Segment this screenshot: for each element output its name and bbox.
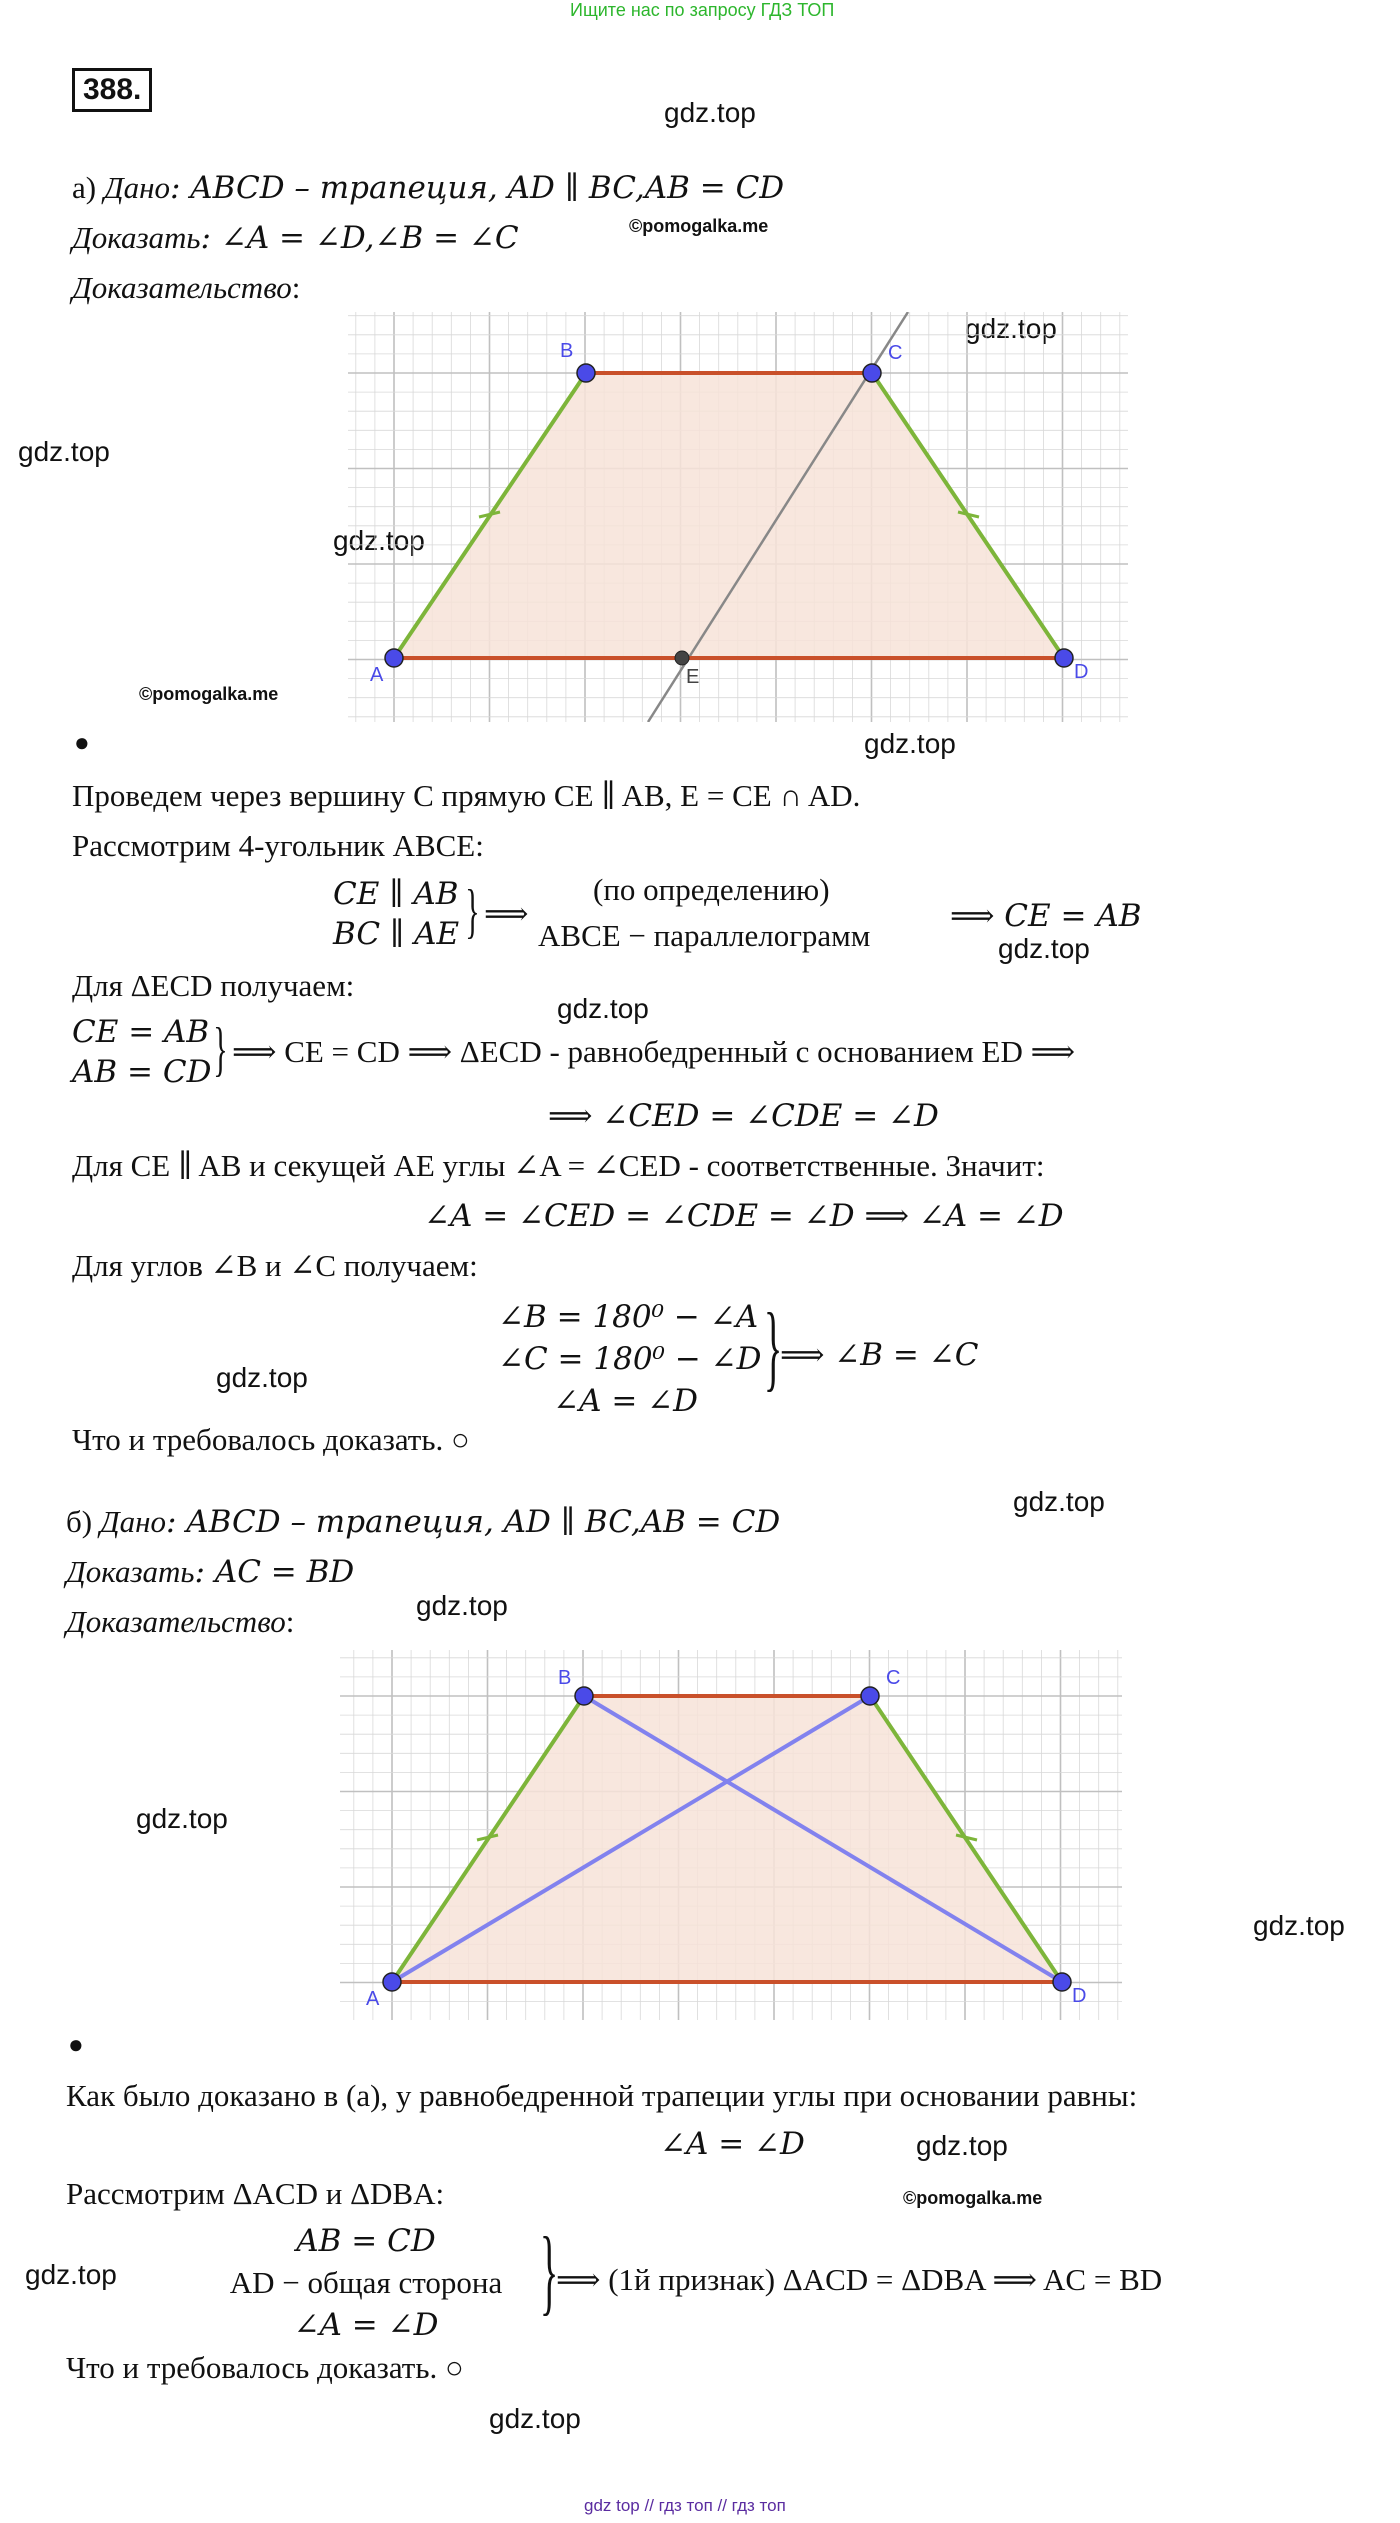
watermark: gdz.top xyxy=(664,97,756,128)
watermark: gdz.top xyxy=(864,728,956,759)
system-1-result: ⟹ CE = AB xyxy=(950,898,1142,934)
system-3-result: ⟹ ∠B = ∠C xyxy=(780,1337,979,1373)
system-3: ∠B = 180⁰ − ∠A ∠C = 180⁰ − ∠D ∠A = ∠D xyxy=(498,1299,762,1419)
copyright: ©pomogalka.me xyxy=(903,2188,1043,2208)
label-a: A xyxy=(366,1988,380,2010)
system-1-definition: (по определению) xyxy=(593,872,830,907)
system-1: CE ∥ AB BC ∥ AE xyxy=(333,876,460,952)
watermark: gdz.top xyxy=(25,2259,117,2290)
watermark: gdz.top xyxy=(18,436,110,467)
given-label: Дано xyxy=(103,170,170,205)
watermark: gdz.top xyxy=(1013,1486,1105,1517)
vertex-a xyxy=(385,649,403,667)
point-e xyxy=(675,651,689,665)
header-link[interactable]: Ищите нас по запросу ГДЗ ТОП xyxy=(570,0,835,20)
label-a: A xyxy=(370,664,384,686)
vertex-c xyxy=(861,1687,879,1705)
brace: } xyxy=(539,2217,559,2324)
part-a-step-3: Для ΔECD получаем: xyxy=(72,968,355,1003)
label-b: B xyxy=(558,1667,572,1689)
system-b-result: ⟹ (1й признак) ΔACD = ΔDBA ⟹ AC = BD xyxy=(556,2262,1163,2297)
part-b-prove-line: Доказать: AC = BD xyxy=(66,1554,355,1590)
watermark: gdz.top xyxy=(416,1590,508,1621)
part-a-step-5: Для CE ∥ AB и секущей AE углы ∠A = ∠CED - соответственные. Значит: xyxy=(72,1148,1045,1183)
trapezoid-fill xyxy=(392,1696,1062,1982)
watermark: gdz.top xyxy=(136,1803,228,1834)
part-a-step-4: ⟹ ∠CED = ∠CDE = ∠D xyxy=(548,1098,939,1134)
proof-label: Доказательство xyxy=(72,270,292,305)
part-b-given-line: б) Дано: ABCD – трапеция, AD ∥ BC,AB = CD xyxy=(66,1504,781,1540)
watermark: gdz.top xyxy=(916,2130,1008,2161)
watermark: gdz.top xyxy=(489,2403,581,2434)
proof-label: Доказательство xyxy=(66,1604,286,1639)
trapezoid-fill xyxy=(394,373,1064,658)
watermark: gdz.top xyxy=(216,1362,308,1393)
system-b: AB = CD AD − общая сторона ∠A = ∠D xyxy=(229,2223,503,2343)
system-2-result: ⟹ CE = CD ⟹ ΔECD - равнобедренный с основанием ED ⟹ xyxy=(232,1034,1076,1069)
trapezoid-figure-a xyxy=(348,312,1128,722)
problem-number: 388. xyxy=(72,68,152,112)
watermark: gdz.top xyxy=(998,933,1090,964)
label-e: E xyxy=(686,666,700,688)
part-a-given-line: а) Дано: ABCD – трапеция, AD ∥ BC,AB = CD xyxy=(72,170,785,206)
given-label: Дано xyxy=(99,1504,166,1539)
part-a-step-1: Проведем через вершину C прямую CE ∥ AB, E = CE ∩ AD. xyxy=(72,778,861,813)
system-2: CE = AB AB = CD xyxy=(72,1014,212,1090)
brace: } xyxy=(213,1016,228,1082)
part-b-step-3: Рассмотрим ΔACD и ΔDBA: xyxy=(66,2176,445,2211)
copyright: ©pomogalka.me xyxy=(629,216,769,236)
trapezoid-figure-b xyxy=(340,1650,1122,2020)
watermark: gdz.top xyxy=(1253,1910,1345,1941)
label-c: C xyxy=(888,342,903,364)
part-a-proof-line: Доказательство: xyxy=(72,270,301,305)
label-b: B xyxy=(560,340,574,362)
copyright: ©pomogalka.me xyxy=(139,684,279,704)
prove-label: Доказать xyxy=(66,1554,195,1589)
part-b-proof-line: Доказательство: xyxy=(66,1604,295,1639)
label-d: D xyxy=(1072,1985,1087,2007)
vertex-b xyxy=(577,364,595,382)
vertex-b xyxy=(575,1687,593,1705)
part-a-step-6: ∠A = ∠CED = ∠CDE = ∠D ⟹ ∠A = ∠D xyxy=(424,1198,1064,1234)
arrow: ⟹ xyxy=(484,896,529,932)
part-a-step-7: Для углов ∠B и ∠C получаем: xyxy=(72,1248,478,1283)
footer-links[interactable]: gdz top // гдз топ // гдз топ xyxy=(584,2496,786,2515)
part-b-step-1: Как было доказано в (а), у равнобедренной трапеции углы при основании равны: xyxy=(66,2078,1138,2113)
part-b-step-2: ∠A = ∠D xyxy=(660,2126,805,2162)
brace: } xyxy=(763,1293,783,1400)
vertex-c xyxy=(863,364,881,382)
vertex-d xyxy=(1055,649,1073,667)
vertex-a xyxy=(383,1973,401,1991)
part-b-end: Что и требовалось доказать. ○ xyxy=(66,2350,464,2385)
prove-label: Доказать xyxy=(72,220,201,255)
system-1-parallelogram: ABCE − параллелограмм xyxy=(538,918,871,953)
watermark: gdz.top xyxy=(333,525,425,556)
part-a-end: Что и требовалось доказать. ○ xyxy=(72,1422,470,1457)
bullet: ● xyxy=(74,728,90,757)
brace: } xyxy=(465,878,480,944)
part-a-step-2: Рассмотрим 4-угольник ABCE: xyxy=(72,828,484,863)
watermark: gdz.top xyxy=(965,313,1057,344)
watermark: gdz.top xyxy=(557,993,649,1024)
part-a-prove-line: Доказать: ∠A = ∠D,∠B = ∠C xyxy=(72,220,519,256)
label-c: C xyxy=(886,1667,901,1689)
bullet: ● xyxy=(68,2030,84,2059)
label-d: D xyxy=(1074,661,1089,683)
vertex-d xyxy=(1053,1973,1071,1991)
